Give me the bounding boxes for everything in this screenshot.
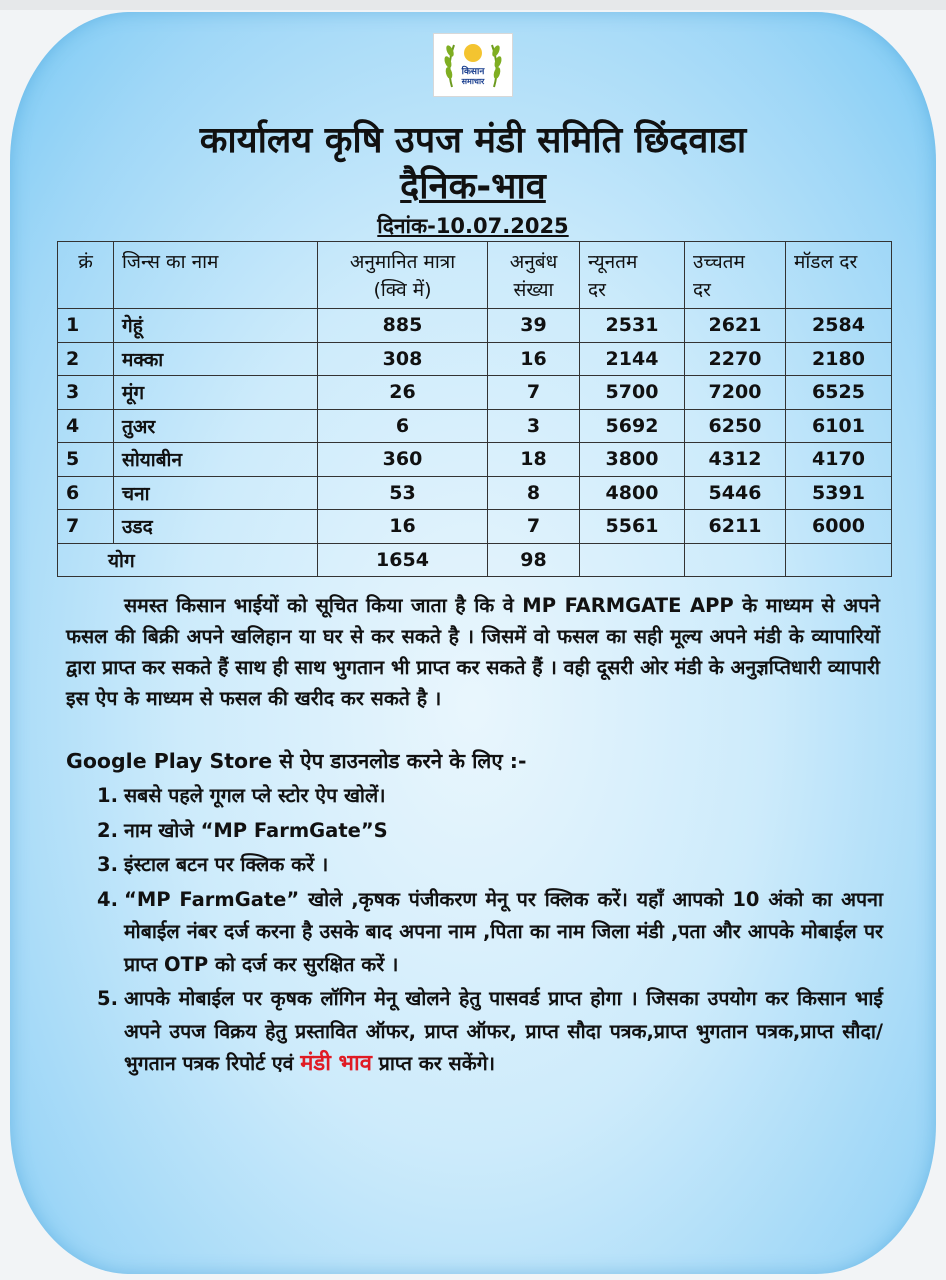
table-cell: 2	[58, 342, 114, 376]
table-cell: 5700	[580, 376, 685, 410]
table-cell: 4312	[685, 443, 786, 477]
step-item	[97, 849, 883, 882]
table-cell: 5561	[580, 510, 685, 544]
step-number: 2.	[97, 818, 118, 842]
table-cell: 6	[318, 409, 488, 443]
table-cell: 7	[58, 510, 114, 544]
table-row	[58, 443, 892, 477]
table-cell: 7200	[685, 376, 786, 410]
column-header: अनुमानित मात्रा (क्वि में)	[318, 242, 488, 309]
table-cell: 4170	[786, 443, 892, 477]
table-cell: 2144	[580, 342, 685, 376]
step-number: 4.	[97, 887, 118, 911]
table-cell: 18	[488, 443, 580, 477]
step-text: नाम खोजे “MP FarmGate”S	[124, 818, 388, 842]
table-cell: 5692	[580, 409, 685, 443]
table-cell: 39	[488, 309, 580, 343]
total-row	[58, 543, 892, 577]
column-header: न्यूनतम दर	[580, 242, 685, 309]
step-item	[97, 884, 883, 982]
column-header: मॉडल दर	[786, 242, 892, 309]
step-text: इंस्टाल बटन पर क्लिक करें ।	[124, 853, 329, 876]
crop-name-cell: चना	[114, 476, 318, 510]
table-row	[58, 309, 892, 343]
empty-cell	[580, 543, 685, 577]
table-cell: 4	[58, 409, 114, 443]
step-tail-text: प्राप्त कर सकेंगे।	[371, 1052, 496, 1075]
table-cell: 1	[58, 309, 114, 343]
table-cell: 2270	[685, 342, 786, 376]
step-text: सबसे पहले गूगल प्ले स्टोर ऐप खोलें।	[124, 784, 386, 807]
table-cell: 26	[318, 376, 488, 410]
table-cell: 360	[318, 443, 488, 477]
download-steps	[97, 780, 883, 1081]
table-row	[58, 476, 892, 510]
column-header: उच्चतम दर	[685, 242, 786, 309]
table-cell: 6211	[685, 510, 786, 544]
table-cell: 4800	[580, 476, 685, 510]
table-cell: 8	[488, 476, 580, 510]
notice-paragraph	[66, 590, 880, 714]
step-text: “MP FarmGate” खोले ,कृषक पंजीकरण मेनू पर क्लिक करें। यहाँ आपको 10 अंको का अपना मोबाईल नंबर दर्ज करना है उसके बाद अपना नाम ,पिता का नाम जिला मंडी ,पता और आपके मोबाईल पर प्राप्त OTP को दर्ज कर सुरक्षित करें ।	[124, 887, 883, 976]
total-label: योग	[58, 543, 318, 577]
crop-name-cell: मूंग	[114, 376, 318, 410]
column-header: जिन्स का नाम	[114, 242, 318, 309]
table-cell: 6	[58, 476, 114, 510]
table-cell: 6525	[786, 376, 892, 410]
wheat-logo-icon	[438, 37, 508, 93]
table-cell: 16	[318, 510, 488, 544]
total-quantity: 1654	[318, 543, 488, 577]
logo-text-top: किसान	[461, 67, 485, 77]
table-cell: 2584	[786, 309, 892, 343]
page-title: कार्यालय कृषि उपज मंडी समिति छिंदवाडा	[199, 120, 747, 161]
table-cell: 2531	[580, 309, 685, 343]
table-cell: 2621	[685, 309, 786, 343]
crop-name-cell: उडद	[114, 510, 318, 544]
page-subtitle	[0, 160, 946, 209]
step-number: 5.	[97, 987, 118, 1010]
table-row	[58, 376, 892, 410]
table-cell: 5	[58, 443, 114, 477]
column-header: अनुबंध संख्या	[488, 242, 580, 309]
total-contracts: 98	[488, 543, 580, 577]
table-cell: 3	[58, 376, 114, 410]
table-cell: 6250	[685, 409, 786, 443]
date-text: दिनांक-10.07.2025	[377, 214, 569, 238]
step-item	[97, 780, 883, 813]
crop-name-cell: गेहूं	[114, 309, 318, 343]
logo	[433, 33, 513, 97]
table-cell: 3	[488, 409, 580, 443]
step-text: आपके मोबाईल पर कृषक लॉगिन मेनू खोलने हेतु पासवर्ड प्राप्त होगा । जिसका उपयोग कर किसान भाई अपने उपज विक्रय हेतु प्रस्तावित ऑफर, प्राप्त ऑफर, प्राप्त सौदा पत्रक,प्राप्त भुगतान पत्रक,प्राप्त सौदा/भुगतान पत्रक रिपोर्ट एवं	[124, 987, 883, 1075]
table-cell: 6101	[786, 409, 892, 443]
table-cell: 308	[318, 342, 488, 376]
subtitle-text: दैनिक-भाव	[400, 166, 546, 207]
step-item	[97, 815, 883, 848]
table-row	[58, 409, 892, 443]
table-cell: 16	[488, 342, 580, 376]
table-cell: 3800	[580, 443, 685, 477]
table-cell: 53	[318, 476, 488, 510]
report-date	[0, 212, 946, 240]
crop-name-cell: सोयाबीन	[114, 443, 318, 477]
table-row	[58, 510, 892, 544]
table-cell: 5391	[786, 476, 892, 510]
table-cell: 2180	[786, 342, 892, 376]
highlight-text: मंडी भाव	[300, 1051, 372, 1076]
top-strip	[0, 0, 946, 10]
crop-name-cell: मक्का	[114, 342, 318, 376]
step-number: 3.	[97, 853, 118, 876]
notice-text: समस्त किसान भाईयों को सूचित किया जाता है कि वे MP FARMGATE APP के माध्यम से अपने फसल की बिक्री अपने खलिहान या घर से कर सकते है । जिसमें वो फसल का सही मूल्य अपने मंडी के व्यापारियों द्वारा प्राप्त कर सकते हैं साथ ही साथ भुगतान भी प्राप्त कर सकते हैं । वही दूसरी ओर मंडी के अनुज्ञप्तिधारी व्यापारी इस ऐप के माध्यम से फसल की खरीद कर सकते है ।	[66, 594, 880, 710]
table-header-row	[58, 242, 892, 309]
column-header: क्रं	[58, 242, 114, 309]
download-heading: Google Play Store से ऐप डाउनलोड करने के लिए :-	[66, 749, 527, 773]
table-row	[58, 342, 892, 376]
logo-text-bottom: समाचार	[461, 77, 485, 86]
table-cell: 5446	[685, 476, 786, 510]
rates-table	[57, 241, 892, 577]
empty-cell	[685, 543, 786, 577]
step-item	[97, 983, 883, 1081]
table-cell: 7	[488, 510, 580, 544]
step-number: 1.	[97, 784, 118, 807]
crop-name-cell: तुअर	[114, 409, 318, 443]
table-cell: 6000	[786, 510, 892, 544]
table-cell: 7	[488, 376, 580, 410]
empty-cell	[786, 543, 892, 577]
table-cell: 885	[318, 309, 488, 343]
